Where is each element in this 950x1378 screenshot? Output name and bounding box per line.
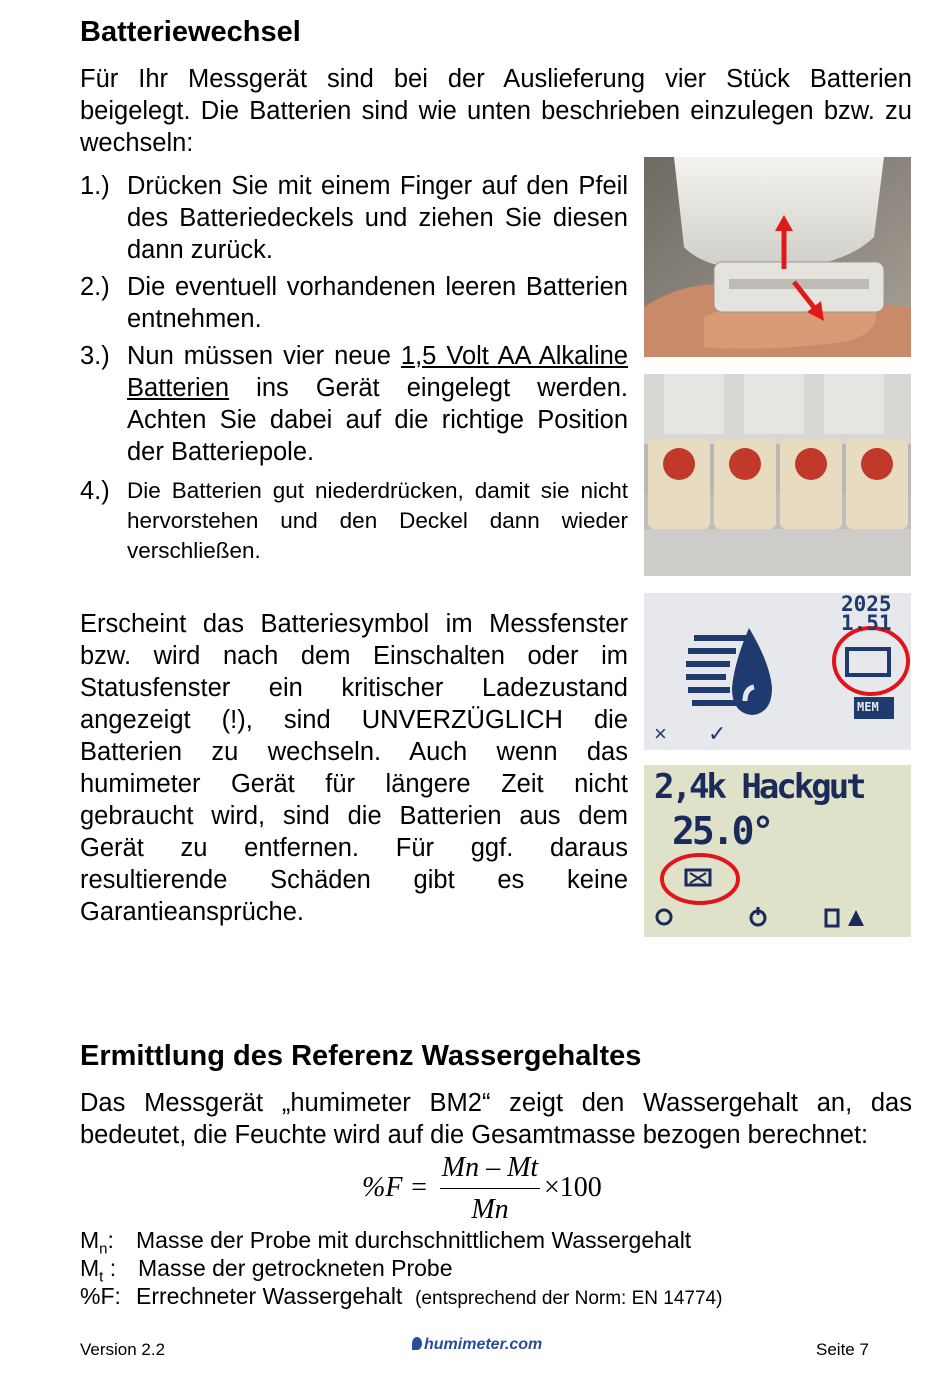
section-title-reference: Ermittlung des Referenz Wassergehaltes [80,1040,642,1072]
step-4 [80,476,628,566]
display-measure-drawing [644,765,911,937]
def-sep: : [107,1227,114,1253]
moisture-formula [362,1172,428,1204]
step-number: 2.) [80,273,110,301]
def-text: Errechneter Wassergehalt [136,1283,403,1309]
def-subscript: n [99,1240,108,1258]
photo-batteries-drawing [644,374,911,576]
display-check-icon: ✓ [708,721,727,746]
photo-batteries-inserted [644,374,911,576]
section-title-battery: Batteriewechsel [80,16,301,48]
step-text [127,340,628,468]
footer-version: Version 2.2 [80,1340,166,1359]
display-material: 2,4k Hackgut [654,767,864,807]
formula-denominator: Mn [471,1194,509,1225]
display-x-icon: × [654,721,667,746]
fraction-bar [440,1188,540,1189]
display-year: 2025 [841,593,892,616]
logo-drop-icon [412,1337,422,1350]
photo-display-status [644,593,911,750]
def-text: Masse der getrockneten Probe [138,1255,453,1281]
battery-intro: Für Ihr Messgerät sind bei der Auslieferung vier Stück Batterien beigelegt. Die Batterien sind wie unten beschrieben einzulegen bzw. zu wechseln: [80,65,912,157]
step-2 [80,271,628,335]
step-text-post: ins Gerät eingelegt werden. Achten Sie dabei auf die richtige Position der Batteriepole. [127,374,628,466]
formula-numerator: Mn – Mt [441,1152,539,1183]
def-symbol: M [80,1255,100,1281]
footer-page-number: Seite 7 [816,1340,869,1359]
photo-open-cover-drawing [644,157,911,357]
step-text-pre: Nun müssen vier neue [127,342,401,370]
step-1 [80,170,628,266]
def-text-wrap [136,1282,722,1313]
display-temperature: 25.0° [672,809,772,853]
battery-spec-underlined: 1,5 Volt AA Alkaline Batterien [127,342,628,402]
display-version [841,595,892,633]
display-build: 1.51 [841,611,892,635]
def-text: Masse der Probe mit durchschnittlichem Wassergehalt [136,1227,692,1253]
photo-open-cover [644,157,911,357]
definition-f [80,1282,723,1310]
footer-logo [412,1336,542,1354]
def-sep: : [103,1255,117,1281]
step-text: Die eventuell vorhandenen leeren Batterien entnehmen. [127,273,628,333]
step-number: 3.) [80,342,110,370]
formula-lhs: %F = [362,1172,429,1203]
formula-factor: ×100 [544,1172,602,1203]
def-subscript: t [99,1268,104,1286]
step-text: Drücken Sie mit einem Finger auf den Pfeil des Batteriedeckels und ziehen Sie diesen dann zurück. [127,172,628,264]
reference-intro: Das Messgerät „humimeter BM2“ zeigt den Wassergehalt an, das bedeutet, die Feuchte wird auf die Gesamtmasse bezogen berechnet: [80,1089,912,1149]
battery-warning: Erscheint das Batteriesymbol im Messfenster bzw. wird nach dem Einschalten oder im Statusfenster ein kritischer Ladezustand angezeigt (!), sind UNVERZÜGLICH die Batterien zu wechseln. Auch wenn das humimeter Gerät für längere Zeit nicht gebraucht wird, sind die Batterien aus dem Gerät zu entfernen. Für ggf. daraus resultierende Schäden gibt es keine Garantieansprüche. [80,610,628,926]
def-symbol: M [80,1227,100,1253]
logo-text: humimeter.com [424,1336,543,1353]
def-symbol: %F: [80,1283,121,1309]
step-number: 4.) [80,477,110,505]
step-text: Die Batterien gut niederdrücken, damit sie nicht hervorstehen und den Deckel dann wieder verschließen. [127,478,628,563]
mem-label: MEM [857,700,879,714]
def-note: (entsprechend der Norm: EN 14774) [415,1288,723,1309]
step-number: 1.) [80,172,110,200]
step-3 [80,340,628,468]
photo-display-measure [644,765,911,937]
